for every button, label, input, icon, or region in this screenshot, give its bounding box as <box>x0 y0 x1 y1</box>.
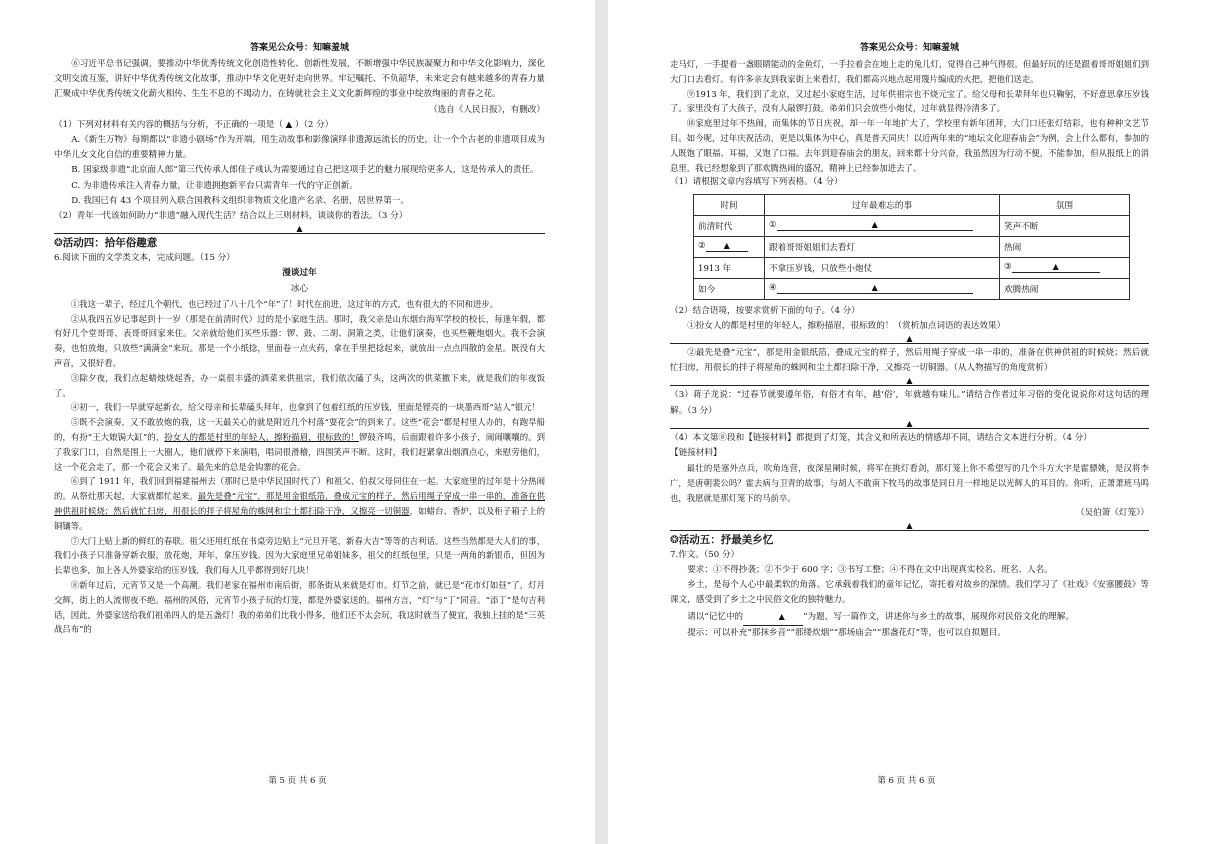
page-header: 答案见公众号：知嘛羞城 <box>859 43 959 53</box>
title-blank[interactable]: ▲ <box>743 609 803 626</box>
question-1: （1）请根据文章内容填写下列表格。（4 分） <box>670 177 843 188</box>
essay-paragraph-2: ②从我四五岁记事起到十一岁（那是在前清时代）过的是小家庭生活。那时，我父亲是山东烟台海军学校的校长，每逢年假，都有好几个堂哥哥、表哥哥回家来住。父亲就给他们买些乐器：锣、鼓、二胡、洞箫之类，让他们演奏，也买些鞭炮烟火。我不会演奏，也怕放炮，只放些“满满金”来玩。那是一个小纸捻，里面卷一点火药，拿在手里把捻起来，就放出一点点四散的金星。既没有大声音，又很好看。 <box>54 313 545 369</box>
link-material-source: （吴伯箫《灯笼》） <box>1075 507 1149 518</box>
question-2: （2）结合语境，按要求赏析下面的句子。（4 分） <box>670 305 860 316</box>
essay-prompt: 乡土，是每个人心中最柔软的角落。它承载着我们的童年记忆，寄托着对故乡的深情。我们学习了《社戏》《安塞腰鼓》等课文，感受到了乡土之中民俗文化的独特魅力。 <box>670 580 1149 606</box>
answer-triangle: ▲ <box>906 376 913 386</box>
table-cell[interactable]: ④ ▲ <box>765 278 1000 299</box>
table-cell: 不拿压岁钱，只放些小炮仗 <box>765 257 1000 278</box>
question-4: （4）本文第⑧段和【链接材料】都提到了灯笼，其含义和所表达的情感却不同，请结合文本进行分析。（4 分） <box>670 432 1092 443</box>
link-material-text: 最壮的是塞外点兵，吹角连营，夜深星阑时候，将军在挑灯看剑，那灯笼上你不希望写的几个斗方大字是霍骠姚，是汉将李广，是唐朝裴公吗？霍去病与卫青的故事，与胡人不敢南下牧马的故事是同日月一样地足以光辉人的耳目的。你听，正萧萧班马鸣也，我愿就是那灯笼下的马前卒。 <box>670 463 1149 503</box>
table-row <box>694 215 1130 236</box>
answer-line <box>54 233 545 234</box>
table-cell[interactable]: ② ▲ <box>694 236 765 257</box>
link-material-title: 【链接材料】 <box>670 448 722 458</box>
page-5 <box>0 0 595 844</box>
page-footer: 第 5 页 共 6 页 <box>268 776 327 786</box>
essay-title-prompt: 请以“记忆中的 ▲ ”为题，写一篇作文，讲述你与乡土的故事，展现你对民俗文化的理解。 <box>670 609 1149 626</box>
option-c: C. 为非遗传承注入青春力量，让非遗拥抱新平台只需青年一代的守正创新。 <box>71 180 358 191</box>
essay-paragraph-3: ③除夕夜，我们点起蜡烛烧起香，办一桌很丰盛的酒菜来供祖宗，我们依次磕了头，这两次的供菜撤下来，就是我们的年夜饭了。 <box>54 372 545 398</box>
column-header: 时间 <box>694 194 765 215</box>
essay-paragraph-8: ⑧新年过后，元宵节又是一个高潮。我们老家在福州市南后街，那条街从来就是灯市。灯节之前，就已是“花市灯如昼”了，灯月交辉，街上的人流彻夜不绝。福州的风俗，元宵节小孩子玩的灯笼，都是外婆家送的。福州方言，“灯”与“丁”同音。“添丁”是句吉利话，因此，外婆家送给我们祖弟四人的是五盏灯！我的弟弟们比我小得多，他们还不太会玩，我这时就当了便宜，我独上挂的是“三英战吕布”的 <box>54 579 545 635</box>
table-row <box>694 236 1130 257</box>
essay-hint: 提示：可以补充“那抹乡音”“那缕炊烟”“那场庙会”“那盏花灯”等，也可以自拟题目。 <box>687 627 1006 638</box>
essay-title: 漫谈过年 <box>282 268 317 279</box>
table-cell: 跟着哥哥姐姐们去看灯 <box>765 236 1000 257</box>
table-cell[interactable]: ① ▲ <box>765 215 1000 236</box>
column-header: 氛围 <box>1000 194 1130 215</box>
question-3: （3）蒋子龙说：“过春节就要遵年俗，有俗才有年，越‘俗’，年就越有味儿。”请结合作者过年习俗的变化说说你对这句话的理解。（3 分） <box>670 390 1149 416</box>
table-cell: 热闹 <box>1000 236 1130 257</box>
question-6: 6.阅读下面的文学类文本，完成问题。（15 分） <box>54 253 235 264</box>
answer-line <box>670 343 1149 344</box>
page-header: 答案见公众号：知嘛羞城 <box>249 43 349 53</box>
essay-paragraph-4: ④初一，我们一早就穿起新衣，给父母亲和长辈磕头拜年，也拿到了包着红纸的压岁钱，里面是铿亮的一块墨西哥“站人”银元！ <box>70 402 540 413</box>
section-4-title: ❂活动四：拾年俗趣意 <box>54 237 158 250</box>
question-2: （2）青年一代该如何助力“非遗”融入现代生活？结合以上三则材料，谈谈你的看法。（3 分） <box>54 211 408 222</box>
section-5-title: ❂活动五：抒最美乡忆 <box>670 533 774 546</box>
table-cell: 欢腾热闹 <box>1000 278 1130 299</box>
underlined-sentence-1: 扮女人的都是村里的年轻人，擦粉描眉，很标致的！ <box>164 432 359 443</box>
question-7: 7.作文。（50 分） <box>670 549 740 560</box>
table-row <box>694 257 1130 278</box>
essay-paragraph-1: ①我这一辈子，经过几个朝代，也已经过了八十几个“年”了！时代在前进，这过年的方式，也有很大的不同和进步。 <box>70 298 499 309</box>
answer-triangle: ▲ <box>906 418 913 428</box>
underlined-sentence-2: 最先是叠“元宝”，那是用金银纸箔，叠成元宝的样子，然后用绳子穿成一串一串的，准备在供神供祖时候烧；然后就忙扫房，用很长的拌子将屋角的蛛网和尘土都扫除干净，又擦亮一切铜器 <box>54 491 545 516</box>
answer-triangle: ▲ <box>906 333 913 343</box>
table-cell: 1913 年 <box>694 257 765 278</box>
answer-line <box>670 428 1149 429</box>
answer-line <box>670 385 1149 386</box>
source-citation: （选自《人民日报》，有删改） <box>428 104 545 115</box>
answer-line <box>670 530 1149 531</box>
page-6 <box>608 0 1205 844</box>
table-cell: 前清时代 <box>694 215 765 236</box>
option-a: A.《新生万物》每期都以“非遗小剧场”作为开端，用生动故事和影像演绎非遗源远流长的历史，让一个个古老的非遗项目成为中华儿女文化自信的重要精神力量。 <box>54 135 545 161</box>
table-row <box>694 278 1130 299</box>
essay-paragraph-8-continued: 走马灯，一手提着一盏眼睛能动的金鱼灯，一手拉着会在地上走的兔儿灯，觉得自己神气得很。但最好玩的还是跟着哥哥姐姐们到大门口去看灯。有许多亲友到我家街上来看灯，我们都高兴地点起用篾片编成的火把，把他们送走。 <box>670 59 1149 84</box>
column-header: 过年最难忘的事 <box>765 194 1000 215</box>
essay-paragraph-9: ⑨1913 年，我们到了北京，又过起小家庭生活，过年供祖宗也不烧元宝了。给父母和长辈拜年也只鞠躬，不好意思拿压岁钱了。家里没有了大孩子，没有人敲锣打鼓。弟弟们只会放些小炮仗，过年就显得冷清多了。 <box>670 88 1149 114</box>
essay-paragraph-7: ⑦大门上贴上新的鲜红的春联。祖父还用红纸在书桌旁边贴上“元旦开笔，新春大吉”等等的吉利话。这些当然都是大人们的事，我们小孩子只准备穿新衣服，放花炮，拜年，拿压岁钱。因为大家庭里兄弟姐妹多，祖父的红纸包里，只是一两角的新银币，但因为长辈也多，加上各人外婆家给的压岁钱，我们每人几乎都得到好几块！ <box>54 535 545 576</box>
question-2-1: ①扮女人的都是村里的年轻人，擦粉描眉，很标致的！（赏析加点词语的表达效果） <box>687 320 1006 331</box>
question-1: （1）下列对材料有关内容的概括与分析，不正确的一项是（ ▲ ）（2 分） <box>54 119 334 130</box>
essay-author: 冰心 <box>290 283 309 294</box>
table-header-row <box>694 194 1130 215</box>
question-2-2: ②最先是叠“元宝”，那是用金银纸箔，叠成元宝的样子，然后用绳子穿成一串一串的，准备在供神供祖的时候烧；然后就忙扫房，用很长的拌子将屋角的蛛网和尘土都扫除干净，又擦亮一切铜器。（从人物描写的角度赏析） <box>670 347 1149 374</box>
answer-triangle: ▲ <box>296 224 303 234</box>
intro-paragraph: ⑥习近平总书记强调，要推动中华优秀传统文化创造性转化、创新性发展，不断增强中华民族凝聚力和中华文化影响力，深化文明交流互鉴，讲好中华优秀传统文化故事，推动中华文化更好走向世界。牢记嘱托、不负韶华，未来定会有越来越多的青春力量汇聚成中华优秀传统文化薪火相传、生生不息的不竭动力，在铸就社会主义文化新辉煌的事业中绽放绚丽的青春之花。 <box>54 59 545 100</box>
table-cell: 笑声不断 <box>1000 215 1130 236</box>
option-d: D. 我国已有 43 个项目列入联合国教科文组织非物质文化遗产名录、名册，居世界第一。 <box>71 195 410 206</box>
page-footer: 第 6 页 共 6 页 <box>877 776 936 786</box>
table-cell: 如今 <box>694 278 765 299</box>
table-cell[interactable]: ③ ▲ <box>1000 257 1130 278</box>
essay-paragraph-6: ⑥到了 1911 年，我们回到福建福州去（那时已是中华民国时代了）和祖父、伯叔父母同住在一起。大家庭里的过年是十分热闹的。从祭灶那天起，大家就都忙起来。最先是叠“元宝”，那是用金银纸箔，叠成元宝的样子，然后用绳子穿成一串一串的，准备在供神供祖时候烧；然后就忙扫房，用很长的拌子将屋角的蛛网和尘土都扫除干净，又擦亮一切铜器，如蜡台、香炉，以及柜子箱子上的铜镶等。 <box>54 476 546 531</box>
answer-table <box>693 194 1130 300</box>
essay-paragraph-10: ⑩家庭里过年不热闹，而集体的节日庆祝，却一年一年地扩大了，学校里有新年团拜，大门口还张灯结彩，也有种种文艺节目。如今呢，过年庆祝活动，更是以集体为中心，真是普天同庆！以近两年来的“地坛文化迎春庙会”为例，会上什么都有，参加的人既饱了眼福、耳福，又饱了口福。去年到迎春庙会的朋友，回来都十分兴奋，我虽然因为行动不便，不能参加，但从报纸上的消息里，我已经想象到了那欢腾热闹的盛况，精神上已经参加进去了。 <box>670 118 1149 173</box>
essay-paragraph-5: ⑤既不会演奏，又不敢放炮的我，这一天最关心的就是附近几个村落“耍花会”的到来了。这些“花会”都是村里人办的，有跑旱船的，有扮“王大娘锔大缸”的，扮女人的都是村里的年轻人，擦粉描眉，很标致的！锣鼓齐鸣，后面跟着许多小孩子，闹闹嚷嚷的。到了我家门口，自然是围上一大圈人，他们就停下来演唱，唱词很滑稽，四围笑声不断。这时，我们赶紧拿出烟酒点心，来慰劳他们，这一个花会走了，那一个花会又来了。最先来的总是金钩寨的花会。 <box>54 417 546 472</box>
answer-triangle: ▲ <box>906 520 913 530</box>
essay-requirements: 要求：①不得抄袭；②不少于 600 字；③书写工整；④不得在文中出现真实校名、班名、人名。 <box>687 565 1053 575</box>
option-b: B. 国家级非遗“北京面人郎”第三代传承人郎佳子彧认为需要通过自己把这项手艺的魅力展现给更多人，这是传承人的责任。 <box>71 165 539 176</box>
